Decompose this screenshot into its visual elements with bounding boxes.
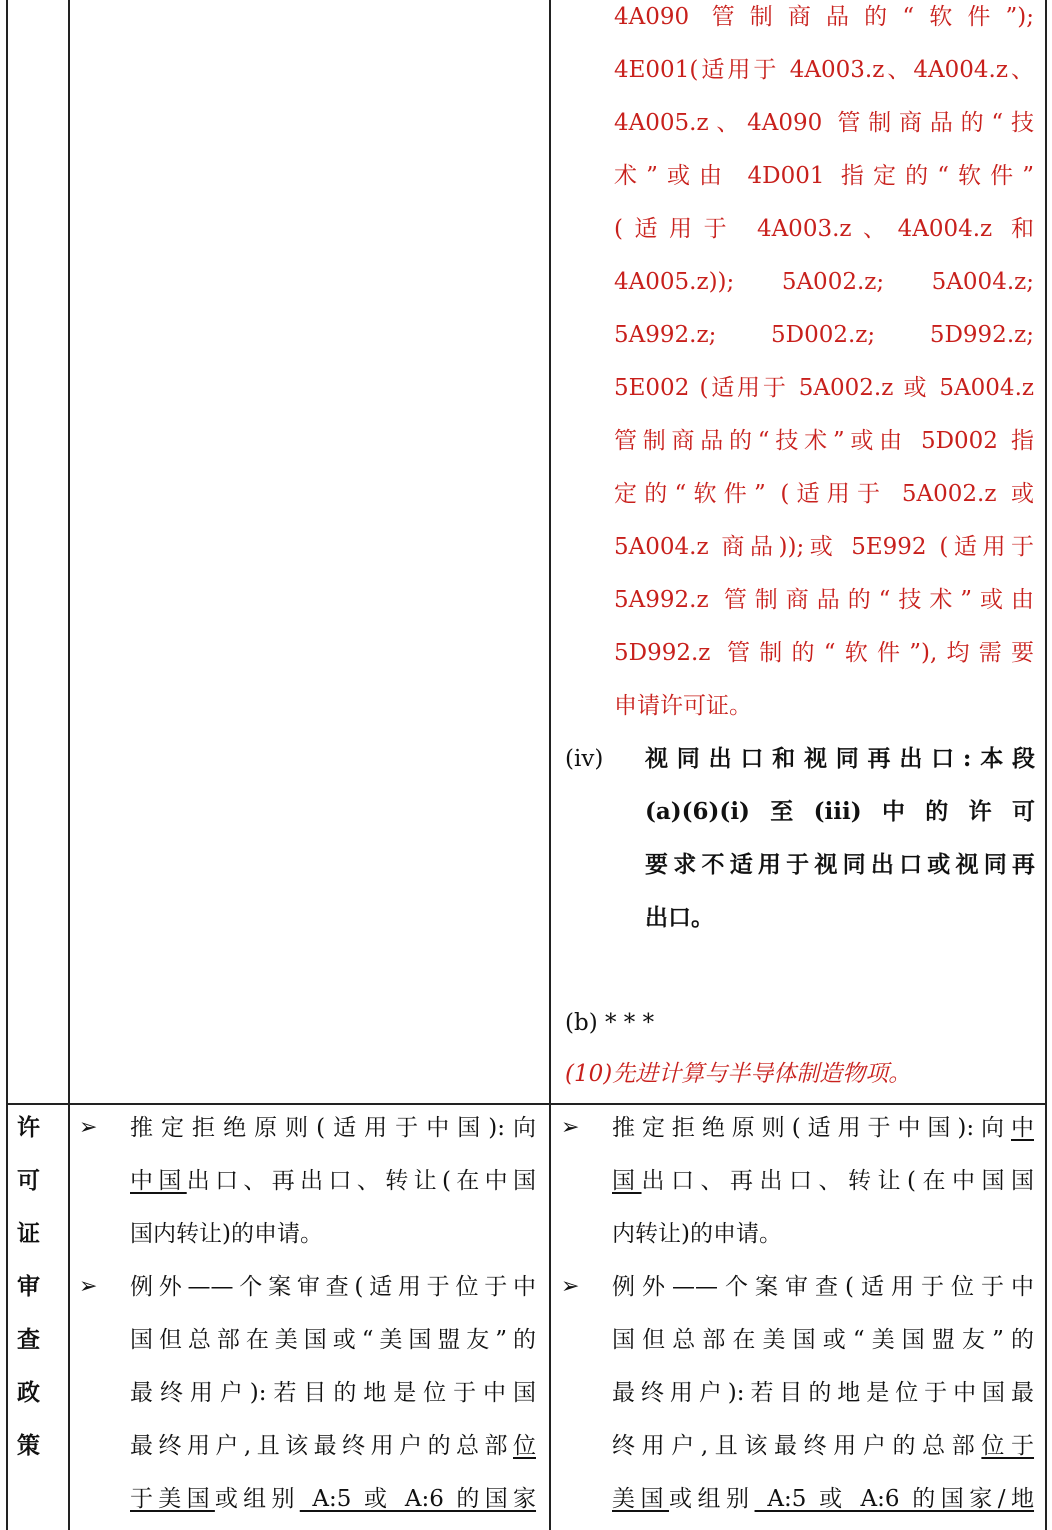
right-bullet1-line: 国出口、再出口、转让(在中国国 <box>612 1168 1035 1194</box>
row-label-char: 可 <box>17 1167 40 1194</box>
middle-bullet1-line: 国内转让)的申请。 <box>130 1221 323 1247</box>
table-row-divider <box>6 1103 1046 1105</box>
right-bullet2-line: 国但总部在美国或“美国盟友”的 <box>612 1327 1034 1353</box>
red-line: 4A005.z、4A090 管制商品的“技 <box>614 110 1034 136</box>
red-line: 5E002 (适用于 5A002.z 或 5A004.z <box>614 375 1034 401</box>
red-line: 5D992.z 管制的“软件”),均需要 <box>614 640 1034 666</box>
middle-bullet2-line: 例外——个案审查(适用于位于中 <box>130 1274 536 1300</box>
red-line: 4E001(适用于 4A003.z、4A004.z、 <box>614 57 1034 83</box>
red-line: 术”或由 4D001 指定的“软件” <box>614 163 1034 189</box>
iv-label: (iv) <box>565 746 604 772</box>
row-label-char: 查 <box>17 1326 40 1353</box>
red-line: 4A090 管制商品的“软件”); <box>614 4 1034 30</box>
red-line: 申请许可证。 <box>614 693 752 719</box>
red-line: 5A992.z 管制商品的“技术”或由 <box>614 587 1034 613</box>
middle-bullet2-line: 最终用户):若目的地是位于中国 <box>130 1380 536 1406</box>
row-label-char: 许 <box>17 1114 40 1141</box>
red-line: 5A004.z 商品));或 5E992 (适用于 <box>614 534 1034 560</box>
item-10-heading: (10)先进计算与半导体制造物项。 <box>565 1061 912 1087</box>
middle-bullet1-line: 推定拒绝原则(适用于中国):向 <box>130 1115 536 1141</box>
red-line: (适用于 4A003.z、4A004.z 和 <box>614 216 1034 242</box>
table-divider-middle <box>549 0 551 1530</box>
iv-line: 出口。 <box>645 904 714 931</box>
middle-bullet2-line: 于美国或组别 A:5 或 A:6 的国家 <box>130 1486 537 1512</box>
bullet-arrow-icon: ➢ <box>79 1115 98 1140</box>
middle-bullet2-line: 国但总部在美国或“美国盟友”的 <box>130 1327 536 1353</box>
row-label-char: 策 <box>17 1432 40 1459</box>
red-line: 4A005.z)); 5A002.z; 5A004.z; <box>614 269 1034 295</box>
table-border-right <box>1045 0 1047 1530</box>
iv-line: 要求不适用于视同出口或视同再 <box>645 851 1035 878</box>
middle-bullet1-line: 中国出口、再出口、转让(在中国 <box>130 1168 536 1194</box>
right-bullet2-line: 美国或组别 A:5 或 A:6 的国家/地 <box>612 1486 1035 1512</box>
middle-bullet2-line: 最终用户,且该最终用户的总部位 <box>130 1433 536 1459</box>
bullet-arrow-icon: ➢ <box>561 1115 580 1140</box>
right-bullet2-line: 最终用户):若目的地是位于中国最 <box>612 1380 1034 1406</box>
red-line: 定的“软件” (适用于 5A002.z 或 <box>614 481 1034 507</box>
iv-line: 视同出口和视同再出口:本段 <box>645 745 1035 772</box>
right-bullet1-line: 内转让)的申请。 <box>612 1221 782 1247</box>
right-bullet2-line: 终用户,且该最终用户的总部位于 <box>612 1433 1035 1459</box>
right-bullet1-line: 推定拒绝原则(适用于中国):向中 <box>612 1115 1034 1141</box>
red-line: 管制商品的“技术”或由 5D002 指 <box>614 428 1034 454</box>
bullet-arrow-icon: ➢ <box>79 1274 98 1299</box>
right-bullet2-line: 例外——个案审查(适用于位于中 <box>612 1274 1034 1300</box>
table-border-left <box>6 0 8 1530</box>
iv-line: (a)(6)(i)至(iii)中的许可 <box>645 798 1035 825</box>
row-label-char: 证 <box>17 1220 40 1247</box>
table-divider-label <box>68 0 70 1530</box>
red-line: 5A992.z; 5D002.z; 5D992.z; <box>614 322 1034 348</box>
bullet-arrow-icon: ➢ <box>561 1274 580 1299</box>
row-label-char: 政 <box>17 1379 40 1406</box>
paragraph-b: (b) * * * <box>565 1010 655 1036</box>
row-label-char: 审 <box>17 1273 40 1300</box>
